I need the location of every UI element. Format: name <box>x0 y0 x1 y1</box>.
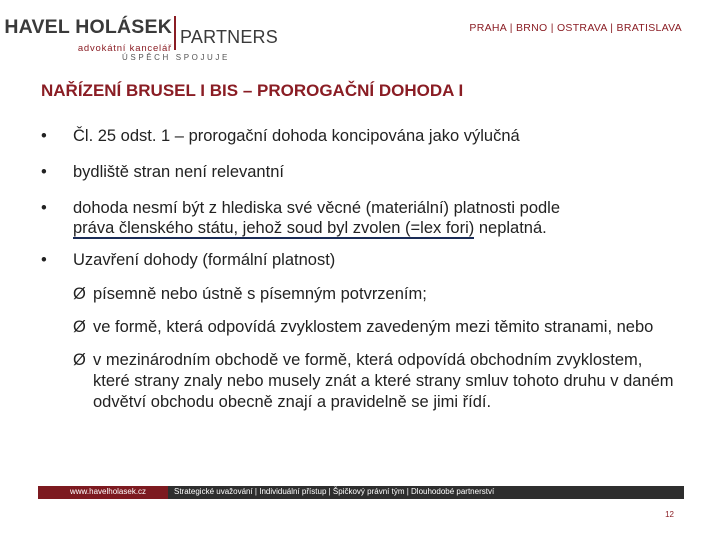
bullet-dot-icon: • <box>41 127 47 145</box>
bullet-item <box>41 162 681 182</box>
bullet-item <box>41 250 681 270</box>
bullet-text: Čl. 25 odst. 1 – prorogační dohoda koncipována jako výlučná <box>73 127 520 145</box>
underlined-text: práva členského státu, jehož soud byl zvolen (=lex fori) <box>73 219 475 237</box>
bullet-text: bydliště stran není relevantní <box>73 163 284 181</box>
sub-item-text: v mezinárodním obchodě ve formě, která odpovídá obchodním zvyklostem, které strany znaly nebo musely znát a které strany smluv tohoto druhu v daném odvětví obchodu obecně znají a pravidelně se jimi řídí. <box>93 351 674 411</box>
arrow-bullet-icon: Ø <box>73 351 86 369</box>
arrow-bullet-icon: Ø <box>73 318 86 336</box>
logo-left-block <box>4 16 172 54</box>
slide-title: NAŘÍZENÍ BRUSEL I BIS – PROROGAČNÍ DOHODA I <box>41 81 464 100</box>
bullet-item <box>41 126 681 146</box>
logo-partners-text: PARTNERS <box>180 27 278 47</box>
slide-content <box>41 126 681 413</box>
bullet-text: Uzavření dohody (formální platnost) <box>73 251 336 269</box>
sub-item <box>41 317 681 338</box>
company-logo <box>4 16 278 66</box>
bullet-dot-icon: • <box>41 199 47 217</box>
logo-tagline: ÚSPĚCH SPOJUJE <box>122 53 230 62</box>
sub-item-text: ve formě, která odpovídá zvyklostem zavedeným mezi těmito stranami, nebo <box>93 318 654 336</box>
page-number: 12 <box>665 510 674 519</box>
logo-main-text: HAVEL HOLÁSEK <box>4 16 172 38</box>
bullet-dot-icon: • <box>41 251 47 269</box>
footer-website-link[interactable]: www.havelholasek.cz <box>70 487 147 496</box>
office-cities: PRAHA | BRNO | OSTRAVA | BRATISLAVA <box>469 22 682 34</box>
bullet-text: dohoda nesmí být z hlediska své věcné (materiální) platnosti podle <box>73 199 561 217</box>
bullet-item <box>41 198 681 238</box>
footer-slogan: Strategické uvažování | Individuální přístup | Špičkový právní tým | Dlouhodobé partnerství <box>174 487 495 496</box>
sub-item <box>41 284 681 305</box>
logo-sub-text: advokátní kancelář <box>77 43 172 54</box>
bullet-text-end: neplatná. <box>474 219 547 237</box>
logo-divider <box>174 16 176 50</box>
sub-item <box>41 350 681 413</box>
bullet-dot-icon: • <box>41 163 47 181</box>
arrow-bullet-icon: Ø <box>73 285 86 303</box>
sub-item-text: písemně nebo ústně s písemným potvrzením; <box>93 285 427 303</box>
footer-bar <box>38 486 684 499</box>
